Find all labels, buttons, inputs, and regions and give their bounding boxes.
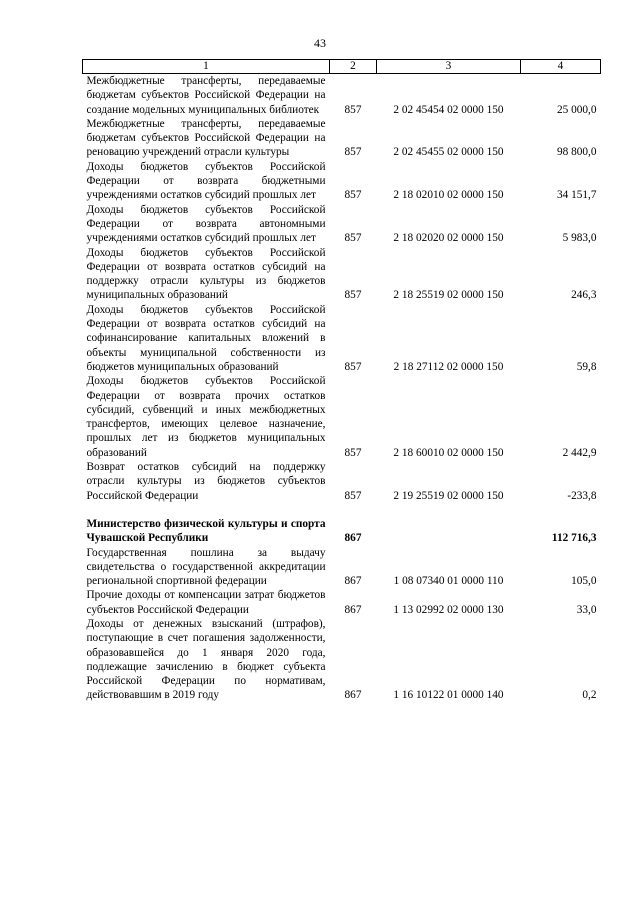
row-name: Государственная пошлина за выдачу свидетельства о государственной аккредитации региональной спортивной федерации [86, 546, 326, 588]
table-row [83, 203, 601, 246]
row-amount: 98 800,0 [556, 146, 597, 159]
row-amount: 25 000,0 [556, 103, 597, 116]
row-budget-code: 2 02 45455 02 0000 150 [393, 146, 504, 159]
row-admin-code: 867 [344, 603, 362, 616]
revenue-table [82, 59, 601, 703]
row-budget-code: 1 16 10122 01 0000 140 [393, 689, 504, 702]
section-admin-code: 867 [344, 532, 362, 545]
row-name: Доходы бюджетов субъектов Российской Федерации от возврата остатков субсидий на поддержку отрасли культуры из бюджетов муниципальных образований [86, 246, 326, 302]
table-row [83, 160, 601, 203]
section-budget-code [377, 503, 521, 546]
row-admin-code: 857 [344, 146, 362, 159]
row-budget-code: 2 18 25519 02 0000 150 [393, 289, 504, 302]
row-amount: 246,3 [571, 289, 597, 302]
row-budget-code: 2 18 27112 02 0000 150 [393, 360, 504, 373]
table-row [83, 460, 601, 503]
row-budget-code: 1 13 02992 02 0000 130 [393, 603, 504, 616]
row-admin-code: 857 [344, 232, 362, 245]
row-budget-code: 2 18 02010 02 0000 150 [393, 189, 504, 202]
column-header-4: 4 [521, 60, 601, 74]
row-name: Доходы бюджетов субъектов Российской Федерации от возврата прочих остатков субсидий, субвенций и иных межбюджетных трансфертов, имеющих целевое назначение, прошлых лет из бюджетов муниципальных образований [86, 375, 326, 459]
row-admin-code: 867 [344, 575, 362, 588]
row-name: Межбюджетные трансферты, передаваемые бюджетам субъектов Российской Федерации на создание модельных муниципальных библиотек [86, 75, 326, 116]
row-admin-code: 867 [344, 689, 362, 702]
table-row [83, 546, 601, 589]
table-row [83, 374, 601, 460]
column-header-3: 3 [377, 60, 521, 74]
section-amount: 112 716,3 [551, 532, 597, 545]
row-amount: 5 983,0 [562, 232, 597, 245]
row-amount: 0,2 [582, 689, 597, 702]
column-header-2: 2 [330, 60, 377, 74]
table-row [83, 74, 601, 117]
row-budget-code: 2 18 60010 02 0000 150 [393, 446, 504, 459]
row-name: Доходы бюджетов субъектов Российской Федерации от возврата бюджетными учреждениями остатков субсидий прошлых лет [86, 160, 326, 202]
row-admin-code: 857 [344, 446, 362, 459]
row-admin-code: 857 [344, 360, 362, 373]
row-budget-code: 2 18 02020 02 0000 150 [393, 232, 504, 245]
row-name: Доходы от денежных взысканий (штрафов), поступающие в счет погашения задолженности, образовавшейся до 1 января 2020 года, подлежащие зачислению в бюджет субъекта Российской Федерации по нормативам, действовавшим в 2019 году [86, 617, 326, 702]
page-number: 43 [314, 36, 326, 50]
row-admin-code: 857 [344, 103, 362, 116]
row-amount: -233,8 [567, 489, 597, 502]
row-name: Межбюджетные трансферты, передаваемые бюджетам субъектов Российской Федерации на реновацию учреждений отрасли культуры [86, 117, 326, 159]
table-row [83, 617, 601, 703]
row-budget-code: 1 08 07340 01 0000 110 [393, 575, 504, 588]
table-header-row [83, 60, 601, 74]
row-amount: 2 442,9 [562, 446, 597, 459]
table-row [83, 303, 601, 374]
row-amount: 59,8 [576, 360, 597, 373]
row-admin-code: 857 [344, 189, 362, 202]
table-row [83, 588, 601, 617]
row-budget-code: 2 02 45454 02 0000 150 [393, 103, 504, 116]
section-row [83, 503, 601, 546]
row-admin-code: 857 [344, 289, 362, 302]
row-name: Прочие доходы от компенсации затрат бюджетов субъектов Российской Федерации [86, 589, 326, 616]
table-row [83, 117, 601, 160]
row-name: Доходы бюджетов субъектов Российской Федерации от возврата остатков субсидий на софинансирование капитальных вложений в объекты муниципальной собственности из бюджетов муниципальных образований [86, 303, 326, 373]
row-amount: 34 151,7 [556, 189, 597, 202]
row-admin-code: 857 [344, 489, 362, 502]
table-row [83, 246, 601, 303]
row-amount: 105,0 [571, 575, 597, 588]
row-name: Доходы бюджетов субъектов Российской Федерации от возврата автономными учреждениями остатков субсидий прошлых лет [86, 203, 326, 245]
row-budget-code: 2 19 25519 02 0000 150 [393, 489, 504, 502]
row-amount: 33,0 [576, 603, 597, 616]
column-header-1: 1 [83, 60, 330, 74]
section-name: Министерство физической культуры и спорта Чувашской Республики [86, 517, 326, 545]
row-name: Возврат остатков субсидий на поддержку отрасли культуры из бюджетов субъектов Российской Федерации [86, 461, 326, 502]
